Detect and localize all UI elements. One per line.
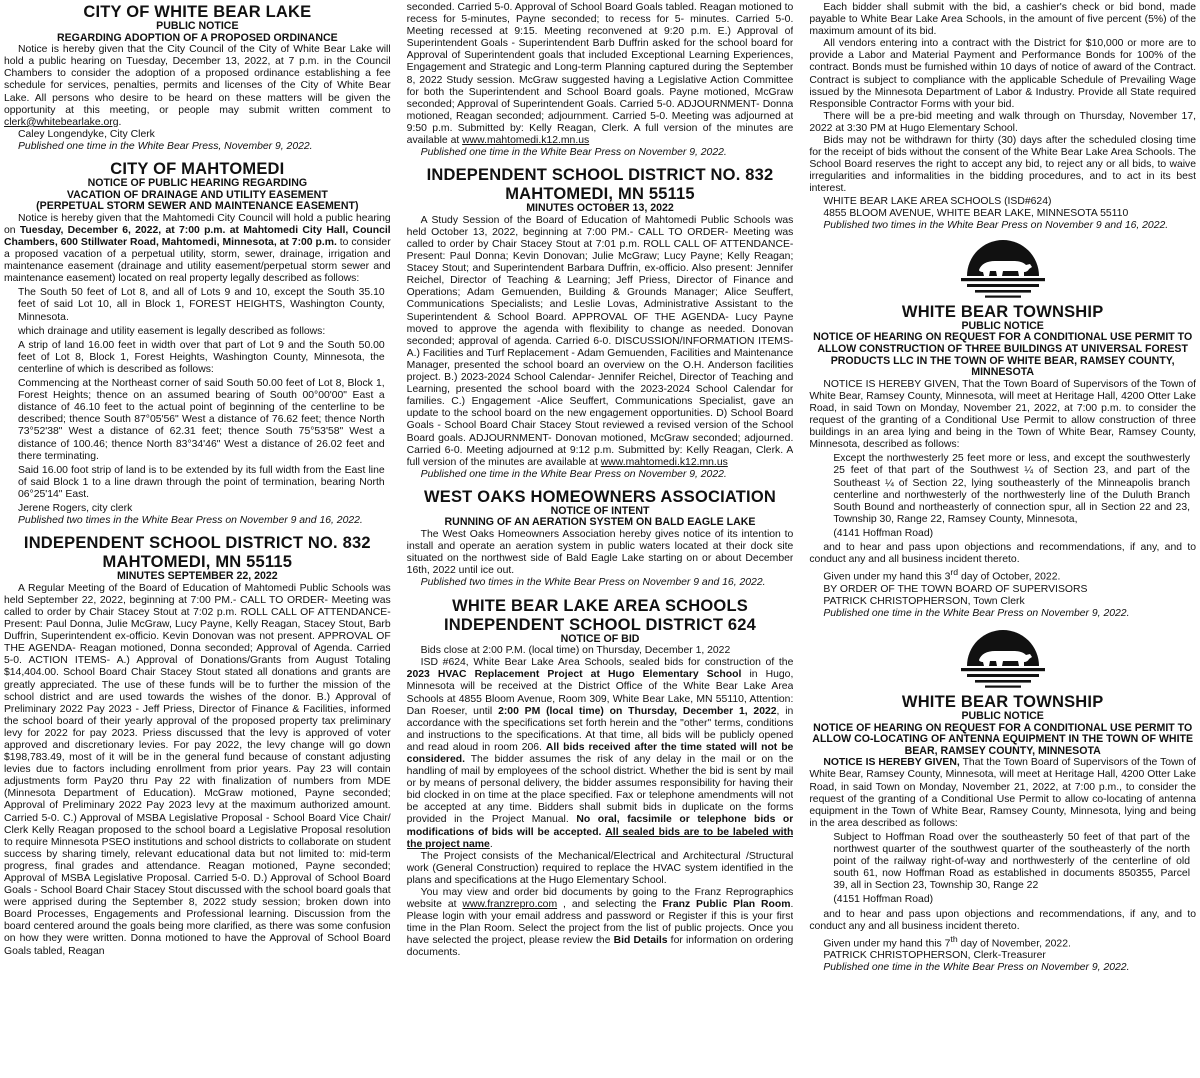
property-address: (4141 Hoffman Road)	[833, 527, 934, 539]
publication-note: Published one time in the White Bear Press on November 9, 2022.	[823, 962, 1130, 974]
signature: PATRICK CHRISTOPHERSON, Town Clerk	[823, 595, 1025, 607]
body-text: . Please login with your email address and password or Register if this is your first time in the Plan Room. Select the project from the list of public projects. Once you have selected the project, please review the	[406, 899, 794, 947]
publication-note: Published one time in the White Bear Press on November 9, 2022.	[420, 147, 727, 159]
website-link[interactable]: www.mahtomedi.k12.mn.us	[462, 135, 590, 147]
notice-isd624-bid	[407, 598, 794, 960]
publication-note: Published one time in the White Bear Press on November 9, 2022.	[823, 607, 1130, 619]
body-text: , and selecting the	[557, 899, 663, 911]
notice-body: The Project consists of the Mechanical/Electrical and Architectural /Structural work (General Construction) required to replace the HVAC system identified in the plans and specifications at the Hugo Elementary School.	[406, 850, 794, 886]
notice-subtitle: MINUTES SEPTEMBER 22, 2022	[116, 570, 278, 583]
website-link[interactable]: www.mahtomedi.k12.mn.us	[600, 456, 728, 468]
notice-body: The West Oaks Homeowners Association hereby gives notice of its intention to install and operate an aeration system in public waters located at their dock site situated on the northwest side of Bald Eagle Lake starting on or about December 16th, 2022 until ice out.	[406, 529, 794, 577]
notice-isd832-oct	[407, 167, 794, 481]
signature: PATRICK CHRISTOPHERSON, Clerk-Treasurer	[823, 950, 1046, 962]
notice-isd624-bid-cont	[809, 2, 1196, 232]
notice-subtitle: (PERPETUAL STORM SEWER AND MAINTENANCE EASEMENT)	[36, 200, 359, 213]
body-text: A Study Session of the Board of Education of Mahtomedi Public Schools was held October 13, 2022, beginning at 7:00 PM.- CALL TO ORDER- Meeting was called to order by Chair Stacey Stout at 7:01 p.m. ROLL CALL OF ATTENDANCE- Present: Paul Donna; Kevin Donovan; Julie McGraw; Lucy Payne; Kelly Reagan; Stacey Stout; and Superintendent Barbara Duffrin, ex-officio. Also present: Jennifer Reichel, Director of Teaching & Learning; Jeff Priess, Director of Finance and Operations; Adam Gemuenden, Building & Grounds Manager; Alice Seuffert, Communications Specialists; and Leslie Lovas, Administrative Assistant to the Superintendent & School Board. APPROVAL OF THE AGENDA- Lucy Payne moved to approve the agenda with flexibility to change as needed. Donovan seconded; approval of agenda. Carried 6-0. DISCUSSION/INFORMATION ITEMS- A.) Facilities and Turf Replacement - Adam Gemuenden, Facilities and Maintenance Manager, presented the school board an overview on the O.H. Anderson facilities project. B.) 2023-2024 School Calendar- Jennifer Reichel, Director of Teaching and Learning, presented the school board with the 2023-2024 School Calendar for families. C.) Engagement -Alice Seuffert, Communications Specialist, gave an update to the school board on the new engagement opportunities. D) School Board Goals - School Board Chair Stacey Stout reviewed a revised version of the School Board goals. ADJOURNMENT- Donovan motioned, McGraw seconded; adjourned. Carried 6-0. Meeting adjourned at 9:12 p.m. Submitted by: Kelly Reagan, Clerk. A full version of the minutes are available at	[406, 214, 794, 468]
notice-body: and to hear and pass upon objections and recommendations, if any, and to conduct any and all business incident thereto.	[809, 541, 1197, 566]
email-link[interactable]: clerk@whitebearlake.org	[4, 116, 119, 128]
notice-body: Each bidder shall submit with the bid, a cashier's check or bid bond, made payable to White Bear Lake Area Schools, in the amount of five percent (5%) of the maximum amount of its bid.	[809, 2, 1197, 38]
body-text: Notice is hereby given that the Mahtomedi City Council will hold a public hearing on	[4, 212, 391, 236]
notice-title: CITY OF MAHTOMEDI	[110, 160, 285, 179]
notice-isd832-sept	[4, 535, 391, 958]
body-bold: NOTICE IS HEREBY GIVEN,	[823, 757, 960, 769]
notice-title: INDEPENDENT SCHOOL DISTRICT 624	[443, 615, 757, 634]
notice-west-oaks	[407, 489, 794, 590]
notice-body: Bids may not be withdrawn for thirty (30) days after the scheduled closing time for the receipt of bids without the consent of the White Bear Lake Area Schools. The School Board reserves the right to accept any bid, to reject any or all bids, to waive irregularities and informalities in the bidding procedures, and to act in its best interest.	[809, 135, 1197, 195]
publication-note: Published two times in the White Bear Press on November 9 and 16, 2022.	[823, 219, 1169, 231]
body-text: seconded. Carried 5-0. Approval of School Board Goals tabled. Reagan motioned to recess for 5-minutes, Payne seconded; to recess for 5- minutes. Carried 5-0. Meeting recessed at 9:15. Meeting reconvened at 9:20 p.m. E.) Approval of Superintendent Goals - Superintendent Barb Duffrin asked for the school board for Approval of Superintendent goals that included Exceptional Learning Experiences, Engagement and Strategic and Long-term Planning captured during the September 8, 2022 Study session. McGraw suggested having a Legislative Action Committee for both the Superintendent and School Board goals. Payne motioned, McGraw seconded; Approval of Superintendent Goals. Carried 5-0. ADJOURNMENT- Donna motioned, Reagan seconded; adjournment. Carried 5-0. Meeting was adjourned at 9:50 p.m. Submitted by: Kelly Reagan, Clerk. A full version of the minutes are available at	[406, 2, 794, 147]
body-text: day of October, 2022.	[958, 571, 1061, 583]
notice-isd832-sept-cont	[407, 2, 794, 159]
bid-close-line: Bids close at 2:00 P.M. (local time) on Thursday, December 1, 2022	[420, 645, 731, 657]
body-bold: Bid Details	[613, 935, 668, 947]
notice-subtitle: NOTICE OF BID	[560, 632, 640, 645]
notice-subtitle: PUBLIC NOTICE	[156, 20, 239, 32]
notice-subtitle: RUNNING OF AN AERATION SYSTEM ON BALD EAGLE LAKE	[444, 516, 756, 529]
notice-subtitle: REGARDING ADOPTION OF A PROPOSED ORDINANCE	[56, 31, 338, 44]
body-text: Given under my hand this 3	[823, 571, 951, 583]
notice-subtitle: PUBLIC NOTICE	[961, 710, 1044, 722]
column-1	[4, 2, 391, 1078]
notice-body	[4, 213, 391, 286]
signature: Caley Longendyke, City Clerk	[18, 128, 155, 140]
legal-description: Commencing at the Northeast corner of said South 50.00 feet of Lot 8, Block 1, Forest Heights; thence on an assumed bearing of South 00°00'00" East a distance of 46.10 feet to the actual point of beginning of the centerline to be described; thence South 87°05'56" West a distance of 76.62 feet; thence North 73°52'38" West a distance of 62.31 feet; thence South 75°53'58" West a distance of 100.46; thence North 83°34'46" West a distance of 26.02 feet and there terminating.	[18, 378, 385, 462]
notice-body	[407, 657, 794, 851]
given-date	[809, 933, 1196, 951]
signature: BY ORDER OF THE TOWN BOARD OF SUPERVISORS	[823, 583, 1088, 595]
body-text: Notice is hereby given that the City Council of the City of White Bear Lake will hold a public hearing on Tuesday, December 13, 2022, at 7 p.m. in the Council Chambers to consider the adoption of a proposed ordinance establishing a fee schedule for services, penalties, permits and licenses of the City of White Bear Lake. All persons who desire to be heard on these matters will be given the opportunity at this meeting, or people may submit written comment to	[4, 44, 391, 116]
bear-logo-icon	[957, 630, 1049, 692]
notice-title: INDEPENDENT SCHOOL DISTRICT NO. 832	[23, 534, 371, 553]
publication-note: Published one time in the White Bear Press on November 9, 2022.	[420, 468, 727, 480]
legal-description: A strip of land 16.00 feet in width over that part of Lot 9 and the South 50.00 feet of Lot 8, Block 1, Forest Heights, Washington County, Minnesota, the centerline of which is described as follows:	[18, 339, 385, 375]
body-text: That the Town Board of Supervisors of the Town of White Bear, Ramsey County, Minnesota, will meet at Heritage Hall, 4200 Otter Lake Road, in said Town on Monday, November 21, 2022, at 7:00 p.m., to consider the request of the granting of a Conditional Use Permit to allow co-locating of antenna equipment in the Town of White Bear, Ramsey County, Minnesota, lying and being in the area described as follows:	[809, 757, 1197, 829]
ordinal-suffix: th	[950, 933, 958, 944]
legal-description: Except the northwesterly 25 feet more or less, and except the southwesterly 25 feet of that part of the Southwest ¼ of Section 23, and part of the Southeast ¼ of Section 22, lying southeasterly of the Minneapolis branch centerline and northwesterly of the northwesterly line of the Duluth Branch South Bound and northeasterly of connection spur, all in Section 22 and 23, Township 30, Range 22, Ramsey County, Minnesota,	[833, 453, 1191, 525]
notice-subtitle: NOTICE OF HEARING ON REQUEST FOR A CONDITIONAL USE PERMIT TO ALLOW CONSTRUCTION OF THREE BUILDINGS AT UNIVERSAL FOREST PRODUCTS LLC IN THE TOWN OF WHITE BEAR, RAMSEY COUNTY, MINNESOTA	[813, 331, 1193, 379]
legal-description: The South 50 feet of Lot 8, and all of Lots 9 and 10, except the South 35.10 feet of said Lot 10, all in Block 1, FOREST HEIGHTS, Washington County, Minnesota.	[18, 287, 385, 323]
body-text: .	[118, 116, 122, 128]
body-text: for information on ordering documents.	[406, 935, 794, 959]
body-bold: 2023 HVAC Replacement Project at Hugo Elementary School	[406, 669, 742, 681]
publication-note: Published one time in the White Bear Press, November 9, 2022.	[18, 140, 313, 152]
notice-title: WHITE BEAR TOWNSHIP	[901, 693, 1104, 711]
ordinal-suffix: rd	[950, 567, 959, 578]
body-text: The bidder assumes the risk of any delay in the mail or on the handling of mail by employees of the school district. Whether the bid is sent by mail or by means of personal delivery, the bidder assumes responsibility for having their bid clocked in on time at the place specified. Fax or telephone amendments will not be accepted at any time. Bidders shall submit bids in duplicate on the forms provided in the Project Manual.	[406, 753, 794, 826]
publication-note: Published two times in the White Bear Press on November 9 and 16, 2022.	[18, 515, 363, 527]
notice-title: MAHTOMEDI, MN 55115	[102, 553, 293, 572]
body-text: , in accordance with the specifications set forth herein and the "other" terms, conditions and instructions to the specifications. At that time, all bids will be publicly opened and read aloud in room 206.	[406, 705, 794, 753]
notice-body: and to hear and pass upon objections and recommendations, if any, and to conduct any and all business incident thereto.	[809, 908, 1197, 932]
notice-title: WHITE BEAR LAKE AREA SCHOOLS	[452, 596, 748, 615]
body-text: .	[489, 838, 493, 850]
notice-wbt-cup-buildings	[809, 240, 1196, 620]
notice-title: WHITE BEAR TOWNSHIP	[901, 302, 1104, 321]
body-bold: All bids received after the time stated will not be considered.	[406, 741, 794, 765]
notice-wbt-cup-antenna	[809, 630, 1196, 974]
legal-description: Subject to Hoffman Road over the southeasterly 50 feet of that part of the northwest quarter of the southwest quarter of the southeasterly of the north point of the railway right-of-way and northwesterly of the centerline of old south 61, now Hoffman Road as established in documents 850355, Parcel 39, all in Section 23, Township 30, Range 22	[833, 831, 1191, 892]
notice-body: A Regular Meeting of the Board of Education of Mahtomedi Public Schools was held September 22, 2022, beginning at 7:00 PM.- CALL TO ORDER- Meeting was called to order by Chair Stacey Stout at 7:02 p.m. ROLL CALL OF ATTENDANCE- Present: Paul Donna, Julie McGraw, Lucy Payne, Kelly Reagan, Stacey Stout, Barb Duffrin, Superintendent ex-officio. Kevin Donovan was not present. APPROVAL OF THE AGENDA- Reagan motioned, Donna seconded; Approval of Agenda. Carried 5-0. ACTION ITEMS- A.) Approval of Donations/Grants from August Totaling $14,404.00. School Board Chair Stacey Stout stated all donations and grants are greatly appreciated. The use of these funds will be to further the mission of the school district and are used towards the wishes of the donor. B.) Approval of Preliminary 2022 Pay 2023 - Jeff Priess, Director of Finance & Facilities, informed the school board of their yearly approval of the proposed property tax preliminary levy for 2022 for pay 2023. Priess discussed that the levy is approved of voter approved and discretionary levies. For pay 2022, the levy change will go down $198,783.49, most of it will be in the general fund because of constant adjusting levies due to factors including enrollment from prior years. Pay 23 will contain adjustments form Pay20 thru Pay 22 with finalization of numbers from MDE (Minnesota Department of Education). McGraw motioned, Payne seconded; Approval of Preliminary 2022 Pay 2023 levy at the maximum authorized amount. Carried 5-0. C.) Approval of MSBA Legislative Proposal - School Board Vice Chair/ Clerk Kelly Reagan proposed to the school board a Legislative Proposal resolution to require Minnesota PSEO institutions and school districts to collaborate on student success by sharing timely, relevant educational data but not limited to: mid-term progress, final grades and attendance. Reagan motioned, Payne seconded; Approval of MSBA Legislative Proposal. Carried 5-0. D.) Approval of School Board Goals - School Board Chair Stacey Stout discussed with the school board goals that were apprised during the September 8, 2022 study session; broken down into Board Processes, Engagements and Professional learning. Discussion from the board centered around the goals being more clarified, as there was some confusion on how they were written. Donna motioned to have the Approval of School Board Goals tabled, Reagan	[4, 582, 391, 957]
notice-subtitle: VACATION OF DRAINAGE AND UTILITY EASEMENT	[66, 188, 328, 201]
body-text: to consider a proposed vacation of a perpetual utility, storm, sewer, drainage, irrigation and maintenance easement (drainage and utility easement/perpetual storm sewer and maintenance easement) located on real property legally described as follows:	[4, 237, 391, 285]
notice-body: All vendors entering into a contract with the District for $10,000 or more are to provide a Labor and Material Payment and Performance Bonds for 100% of the contract. Bonds must be furnished within 10 days of notice of award of the Contract. Contract is subject to compliance with the applicable Schedule of Prevailing Wage issued by the Minnesota Department of Labor & Industry. Provide all State required Responsible Contractor Forms with your bid.	[809, 38, 1197, 110]
body-text: ISD #624, White Bear Lake Area Schools, sealed bids for construction of the	[420, 657, 794, 669]
notice-wbl-ordinance	[4, 4, 391, 153]
signature: 4855 BLOOM AVENUE, WHITE BEAR LAKE, MINNESOTA 55110	[823, 207, 1129, 219]
notice-subtitle: PUBLIC NOTICE	[961, 319, 1044, 332]
body-text: Given under my hand this 7	[823, 938, 951, 950]
notice-title: CITY OF WHITE BEAR LAKE	[83, 3, 312, 21]
notice-body	[407, 2, 794, 147]
body-text: You may view and order bid documents by going to the Franz Reprographics website at	[406, 887, 794, 911]
column-3	[809, 2, 1196, 1078]
body-bold: Tuesday, December 6, 2022, at 7:00 p.m. at Mahtomedi City Hall, Council Chambers, 600 Stillwater Road, Mahtomedi, Minnesota, at 7:00 p.m.	[4, 224, 391, 248]
notice-title: MAHTOMEDI, MN 55115	[505, 185, 695, 204]
notice-subtitle: NOTICE OF HEARING ON REQUEST FOR A CONDITIONAL USE PERMIT TO ALLOW CO-LOCATING OF ANTENNA EQUIPMENT IN THE TOWN OF WHITE BEAR, RAMSEY COUNTY, MINNESOTA	[812, 721, 1194, 757]
notice-subtitle: NOTICE OF INTENT	[550, 504, 650, 517]
legal-description: which drainage and utility easement is legally described as follows:	[18, 325, 326, 337]
body-bold: No oral, facsimile or telephone bids or modifications of bids will be accepted.	[406, 814, 794, 838]
website-link[interactable]: www.franzrepro.com	[462, 899, 558, 911]
legal-description: Said 16.00 foot strip of land is to be extended by its full width from the East line of said Block 1 to a line drawn through the point of termination, bearing North 06°25'14" East.	[18, 464, 385, 500]
body-bold-underline: All sealed bids are to be labeled with the project name	[406, 826, 794, 850]
notice-subtitle: MINUTES OCTOBER 13, 2022	[526, 202, 674, 215]
notice-body	[4, 44, 391, 129]
signature: Jerene Rogers, city clerk	[18, 502, 133, 514]
body-bold: Franz Public Plan Room	[662, 899, 791, 911]
notice-body: There will be a pre-bid meeting and walk through on Thursday, November 17, 2022 at 3:30 PM at Hugo Elementary School.	[809, 110, 1197, 134]
notice-body	[809, 757, 1196, 830]
notice-subtitle: NOTICE OF PUBLIC HEARING REGARDING	[87, 177, 308, 190]
notice-title: WEST OAKS HOMEOWNERS ASSOCIATION	[424, 487, 776, 506]
body-text: day of November, 2022.	[957, 938, 1071, 950]
body-bold: 2:00 PM (local time) on Thursday, December 1, 2022	[498, 705, 777, 717]
notice-mahtomedi-hearing	[4, 161, 391, 527]
notice-body	[407, 887, 794, 960]
bear-logo-icon	[957, 240, 1049, 302]
signature: WHITE BEAR LAKE AREA SCHOOLS (ISD#624)	[823, 195, 1052, 207]
given-date	[809, 566, 1196, 584]
publication-note: Published two times in the White Bear Press on November 9 and 16, 2022.	[420, 577, 766, 589]
column-2	[407, 2, 794, 1078]
body-text: in Hugo, Minnesota will be received at the District Office of the White Bear Lake Area Schools at 4855 Bloom Avenue, Room 309, White Bear Lake, MN 55110, Attention: Dan Roeser, until	[406, 669, 794, 717]
notice-title: INDEPENDENT SCHOOL DISTRICT NO. 832	[426, 166, 774, 185]
property-address: (4151 Hoffman Road)	[833, 894, 934, 906]
notice-body: NOTICE IS HEREBY GIVEN, That the Town Board of Supervisors of the Town of White Bear, Ramsey County, Minnesota, will meet at Heritage Hall, 4200 Otter Lake Road, in said Town on Monday, November 21, 2022, at 7:00 p.m. to consider the request of the granting of a Conditional Use Permit to allow construction of three buildings in an area lying and being in the Town of White Bear, Ramsey County, Minnesota, described as follows:	[809, 378, 1197, 451]
notice-body	[407, 215, 794, 469]
